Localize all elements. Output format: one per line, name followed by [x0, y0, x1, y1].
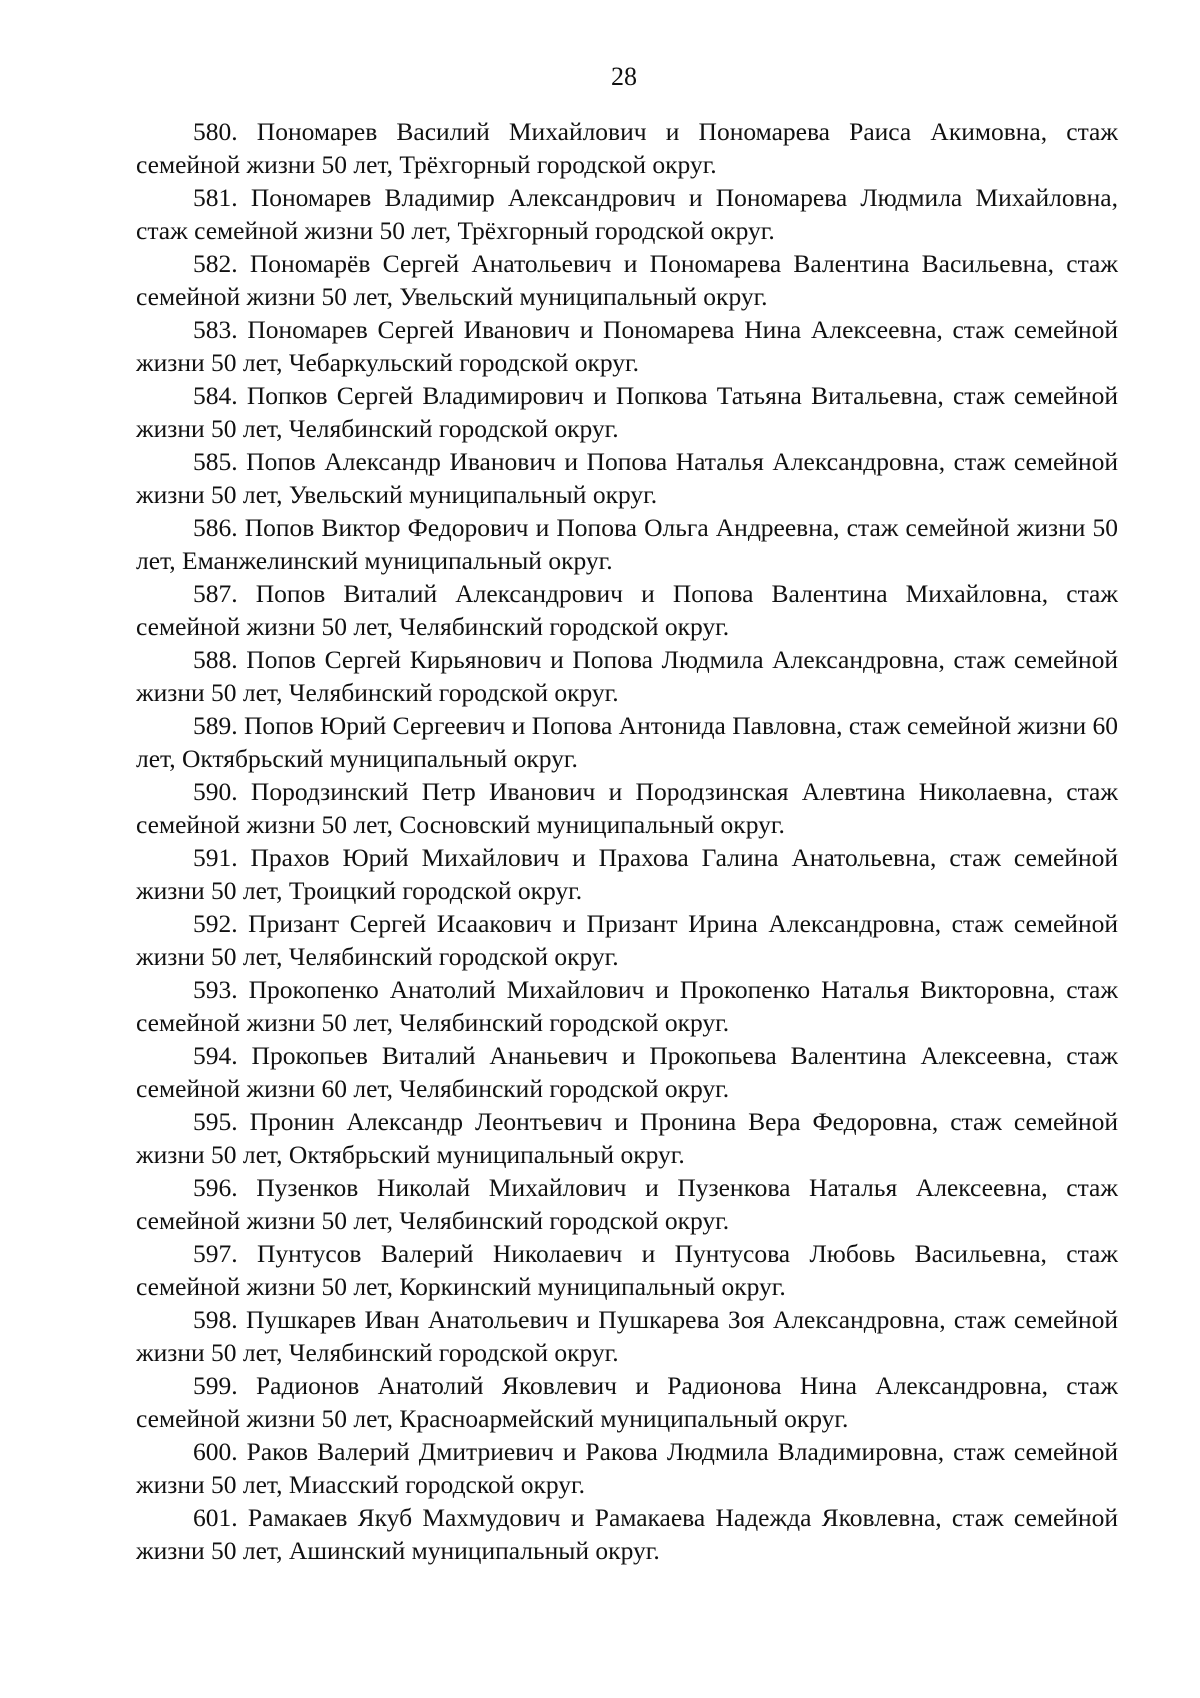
- list-item: 594. Прокопьев Виталий Ананьевич и Прокопьева Валентина Алексеевна, стаж семейной жизни 60 лет, Челябинский городской округ.: [136, 1041, 1118, 1103]
- list-item: 597. Пунтусов Валерий Николаевич и Пунтусова Любовь Васильевна, стаж семейной жизни 50 лет, Коркинский муниципальный округ.: [136, 1239, 1118, 1301]
- list-item: 601. Рамакаев Якуб Махмудович и Рамакаева Надежда Яковлевна, стаж семейной жизни 50 лет, Ашинский муниципальный округ.: [136, 1503, 1118, 1565]
- list-item: 589. Попов Юрий Сергеевич и Попова Антонида Павловна, стаж семейной жизни 60 лет, Октябрьский муниципальный округ.: [136, 711, 1118, 773]
- list-item: 590. Породзинский Петр Иванович и Породзинская Алевтина Николаевна, стаж семейной жизни 50 лет, Сосновский муниципальный округ.: [136, 777, 1118, 839]
- list-item: 584. Попков Сергей Владимирович и Попкова Татьяна Витальевна, стаж семейной жизни 50 лет, Челябинский городской округ.: [136, 381, 1118, 443]
- list-item: 593. Прокопенко Анатолий Михайлович и Прокопенко Наталья Викторовна, стаж семейной жизни 50 лет, Челябинский городской округ.: [136, 975, 1118, 1037]
- list-item: 599. Радионов Анатолий Яковлевич и Радионова Нина Александровна, стаж семейной жизни 50 лет, Красноармейский муниципальный округ.: [136, 1371, 1118, 1433]
- list-item: 592. Призант Сергей Исаакович и Призант Ирина Александровна, стаж семейной жизни 50 лет, Челябинский городской округ.: [136, 909, 1118, 971]
- list-item: 581. Пономарев Владимир Александрович и Пономарева Людмила Михайловна, стаж семейной жизни 50 лет, Трёхгорный городской округ.: [136, 183, 1118, 245]
- list-item: 582. Пономарёв Сергей Анатольевич и Пономарева Валентина Васильевна, стаж семейной жизни 50 лет, Увельский муниципальный округ.: [136, 249, 1118, 311]
- list-item: 587. Попов Виталий Александрович и Попова Валентина Михайловна, стаж семейной жизни 50 лет, Челябинский городской округ.: [136, 579, 1118, 641]
- list-item: 595. Пронин Александр Леонтьевич и Пронина Вера Федоровна, стаж семейной жизни 50 лет, Октябрьский муниципальный округ.: [136, 1107, 1118, 1169]
- list-item: 591. Прахов Юрий Михайлович и Прахова Галина Анатольевна, стаж семейной жизни 50 лет, Троицкий городской округ.: [136, 843, 1118, 905]
- entries-list: [136, 115, 1118, 1567]
- list-item: 586. Попов Виктор Федорович и Попова Ольга Андреевна, стаж семейной жизни 50 лет, Еманжелинский муниципальный округ.: [136, 513, 1118, 575]
- list-item: 600. Раков Валерий Дмитриевич и Ракова Людмила Владимировна, стаж семейной жизни 50 лет, Миасский городской округ.: [136, 1437, 1118, 1499]
- list-item: 598. Пушкарев Иван Анатольевич и Пушкарева Зоя Александровна, стаж семейной жизни 50 лет, Челябинский городской округ.: [136, 1305, 1118, 1367]
- list-item: 596. Пузенков Николай Михайлович и Пузенкова Наталья Алексеевна, стаж семейной жизни 50 лет, Челябинский городской округ.: [136, 1173, 1118, 1235]
- list-item: 585. Попов Александр Иванович и Попова Наталья Александровна, стаж семейной жизни 50 лет, Увельский муниципальный округ.: [136, 447, 1118, 509]
- list-item: 580. Пономарев Василий Михайлович и Пономарева Раиса Акимовна, стаж семейной жизни 50 лет, Трёхгорный городской округ.: [136, 117, 1118, 179]
- page-number: 28: [611, 62, 637, 91]
- list-item: 583. Пономарев Сергей Иванович и Пономарева Нина Алексеевна, стаж семейной жизни 50 лет, Чебаркульский городской округ.: [136, 315, 1118, 377]
- list-item: 588. Попов Сергей Кирьянович и Попова Людмила Александровна, стаж семейной жизни 50 лет, Челябинский городской округ.: [136, 645, 1118, 707]
